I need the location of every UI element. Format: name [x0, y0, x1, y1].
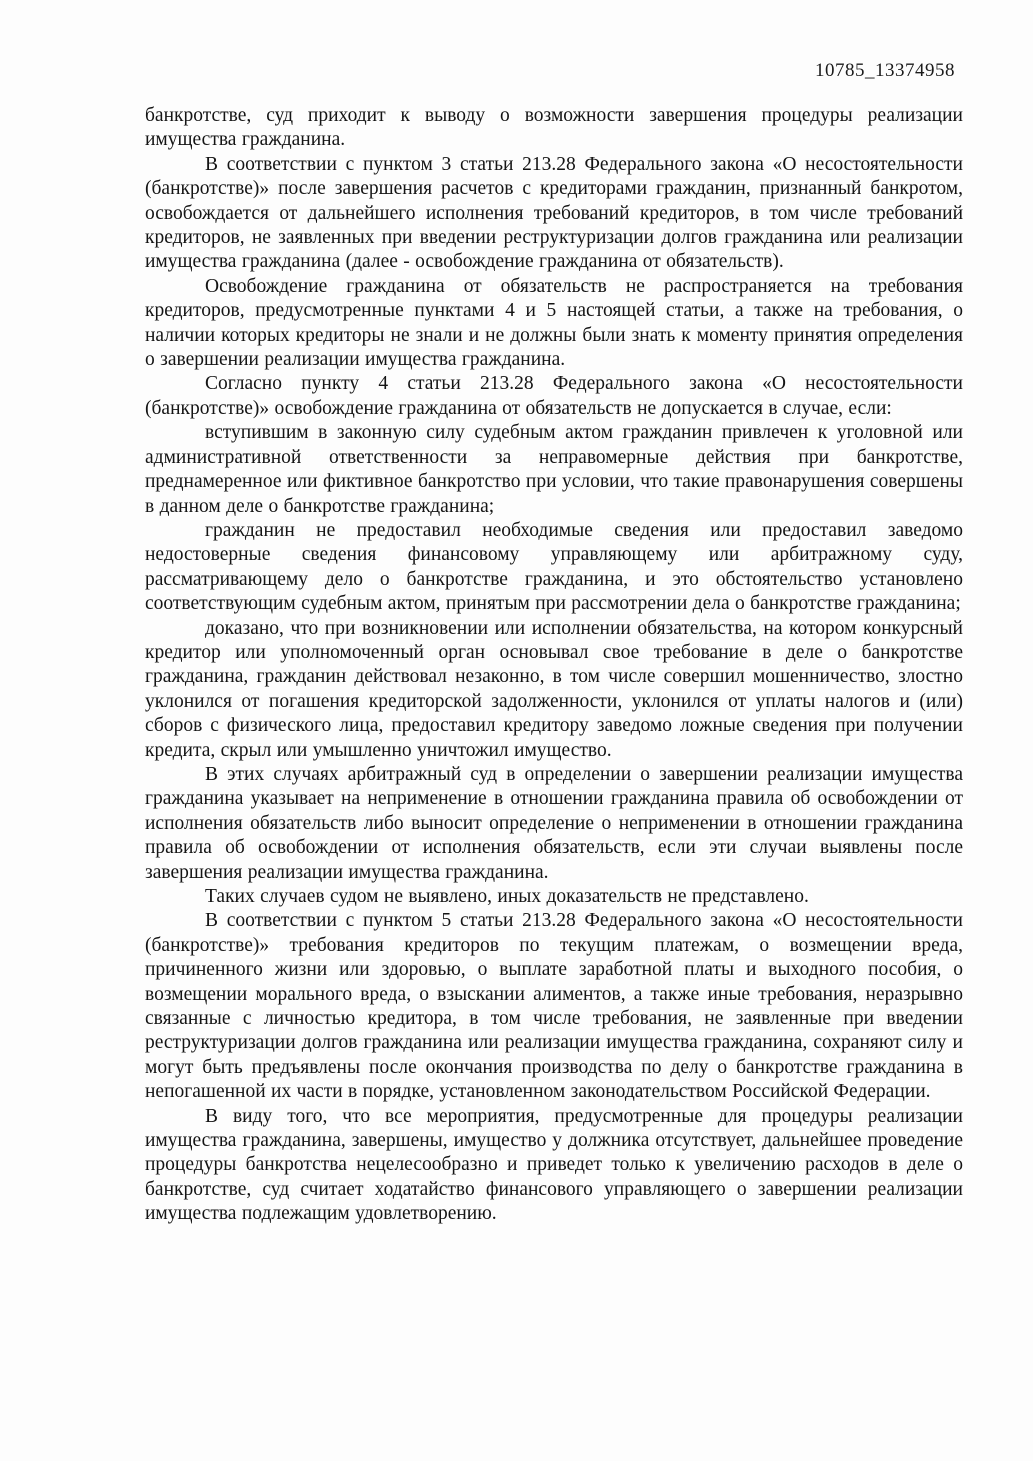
paragraph: Освобождение гражданина от обязательств не распространяется на требования кредиторов, предусмотренные пунктами 4 и 5 настоящей статьи, а также на требования, о наличии которых кредиторы не знали и не должны были знать к моменту принятия определения о завершении реализации имущества гражданина. [145, 275, 963, 371]
paragraph: В этих случаях арбитражный суд в определении о завершении реализации имущества гражданина указывает на неприменение в отношении гражданина правила об освобождении от исполнения обязательств либо выносит определение о неприменении в отношении гражданина правила об освобождении от исполнения обязательств, если эти случаи выявлены после завершения реализации имущества гражданина. [145, 763, 963, 883]
paragraph: Согласно пункту 4 статьи 213.28 Федерального закона «О несостоятельности (банкротстве)» освобождение гражданина от обязательств не допускается в случае, если: [145, 373, 963, 419]
paragraph: вступившим в законную силу судебным актом гражданин привлечен к уголовной или административной ответственности за неправомерные действия при банкротстве, преднамеренное или фиктивное банкротство при условии, что такие правонарушения совершены в данном деле о банкротстве гражданина; [145, 422, 963, 517]
paragraph: В соответствии с пунктом 5 статьи 213.28 Федерального закона «О несостоятельности (банкротстве)» требования кредиторов по текущим платежам, о возмещении вреда, причиненного жизни или здоровью, о выплате заработной платы и выходного пособия, о возмещении морального вреда, о взыскании алиментов, а также иные требования, неразрывно связанные с личностью кредитора, в том числе требования, не заявленные при введении реструктуризации долгов гражданина или реализации имущества гражданина, сохраняют силу и могут быть предъявлены после окончания производства по делу о банкротстве гражданина в непогашенной их части в порядке, установленном законодательством Российской Федерации. [145, 910, 963, 1103]
paragraph: В соответствии с пунктом 3 статьи 213.28 Федерального закона «О несостоятельности (банкротстве)» после завершения расчетов с кредиторами гражданин, признанный банкротом, освобождается от дальнейшего исполнения требований кредиторов, в том числе требований кредиторов, не заявленных при введении реструктуризации долгов гражданина или реализации имущества гражданина (далее - освобождение гражданина от обязательств). [145, 153, 963, 273]
paragraph: Таких случаев судом не выявлено, иных доказательств не представлено. [205, 886, 809, 907]
paragraph-continuation: банкротстве, суд приходит к выводу о возможности завершения процедуры реализации имущества гражданина. [145, 105, 963, 151]
document-number: 10785_13374958 [815, 60, 955, 81]
paragraph: В виду того, что все мероприятия, предусмотренные для процедуры реализации имущества гражданина, завершены, имущество у должника отсутствует, дальнейшее проведение процедуры банкротства нецелесообразно и приведет только к увеличению расходов в деле о банкротстве, суд считает ходатайство финансового управляющего о завершении реализации имущества подлежащим удовлетворению. [145, 1105, 963, 1225]
document-body [145, 104, 963, 1227]
paragraph: гражданин не предоставил необходимые сведения или предоставил заведомо недостоверные сведения финансовому управляющему или арбитражному суду, рассматривающему дело о банкротстве гражданина, и это обстоятельство установлено соответствующим судебным актом, принятым при рассмотрении дела о банкротстве гражданина; [145, 519, 963, 615]
paragraph: доказано, что при возникновении или исполнении обязательства, на котором конкурсный кредитор или уполномоченный орган основывал свое требование в деле о банкротстве гражданина, гражданин действовал незаконно, в том числе совершил мошенничество, злостно уклонился от погашения кредиторской задолженности, уклонился от уплаты налогов и (или) сборов с физического лица, предоставил кредитору заведомо ложные сведения при получении кредита, скрыл или умышленно уничтожил имущество. [145, 617, 963, 761]
